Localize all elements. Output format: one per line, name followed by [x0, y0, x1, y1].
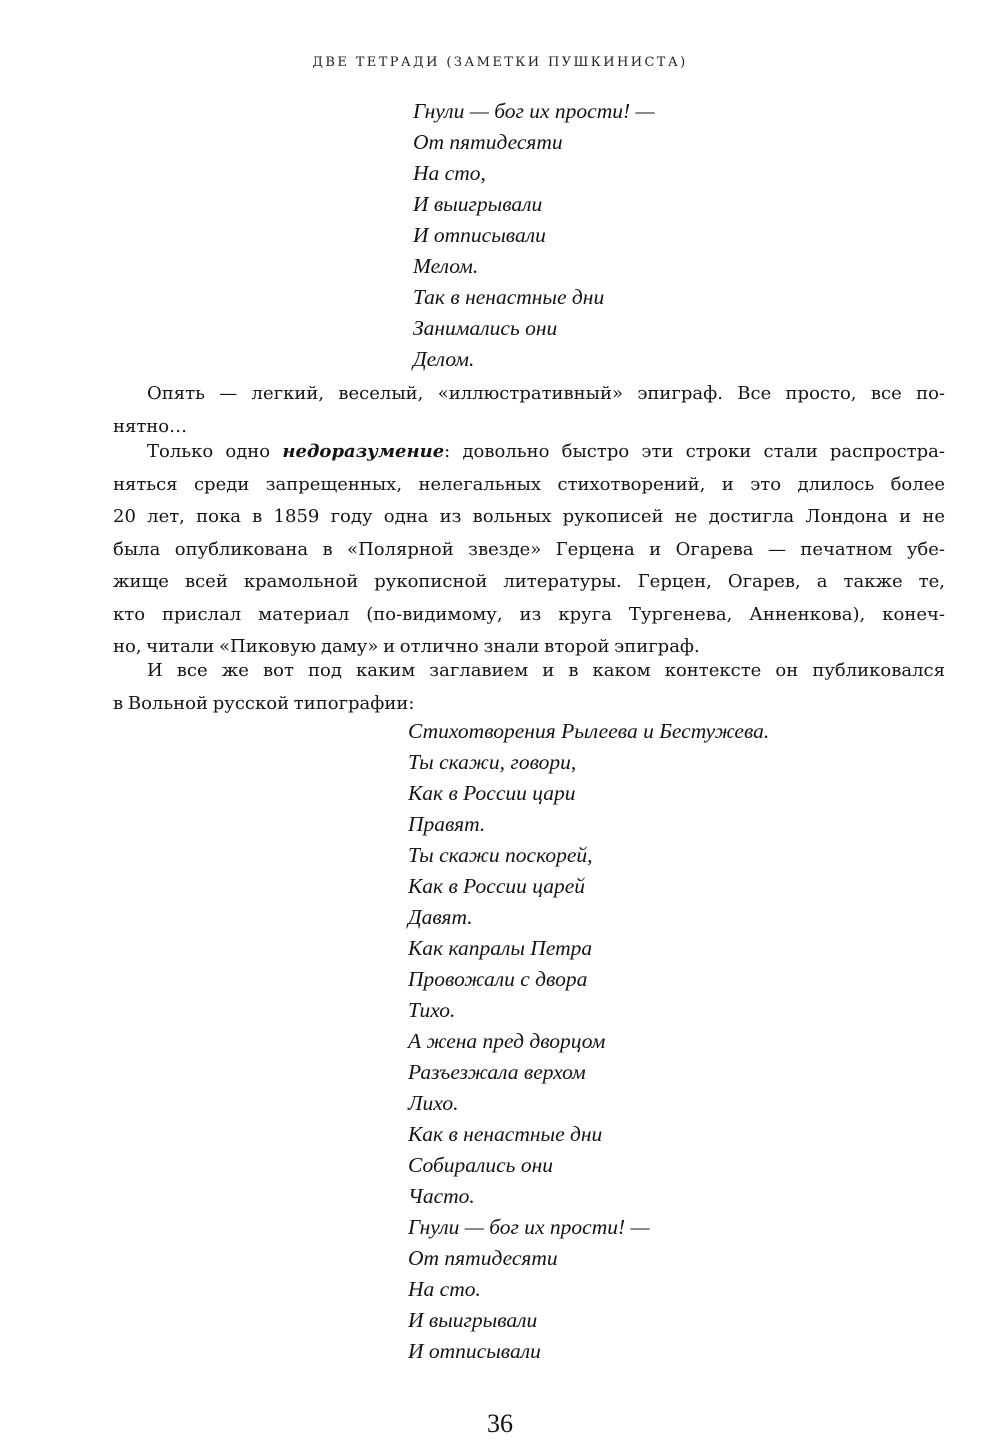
verse-line: Занимались они	[413, 316, 558, 340]
verse-line: Собирались они	[408, 1153, 554, 1177]
verse-line: Провожали с двора	[408, 967, 588, 991]
verse-line: На сто.	[408, 1277, 481, 1301]
paragraph-2	[113, 436, 945, 664]
verse-line: От пятидесяти	[408, 1246, 558, 1270]
verse-line: Часто.	[408, 1184, 475, 1208]
paragraph-text: Только одно	[147, 441, 283, 462]
verse-line: Ты скажи поскорей,	[408, 843, 593, 867]
verse-line: Лихо.	[408, 1091, 459, 1115]
verse-epigraph	[413, 96, 655, 375]
verse-line: На сто,	[413, 161, 486, 185]
verse-line: Делом.	[413, 347, 475, 371]
verse-line: Разъезжала верхом	[408, 1060, 586, 1084]
verse-line: Гнули — бог их прости! —	[413, 99, 655, 123]
paragraph-line: няться среди запрещенных, нелегальных стихотворений, и это длилось более	[113, 473, 945, 495]
verse-line: Как в России царей	[408, 874, 586, 898]
verse-line: Тихо.	[408, 998, 456, 1022]
page-number: 36	[487, 1409, 513, 1438]
verse-line: И выигрывали	[408, 1308, 538, 1332]
paragraph-3	[113, 655, 945, 720]
verse-line: А жена пред дворцом	[408, 1029, 606, 1053]
verse-line: Ты скажи, говори,	[408, 750, 577, 774]
paragraph-1	[113, 378, 945, 443]
paragraph-line: жище всей крамольной рукописной литературы. Герцен, Огарев, а также те,	[113, 571, 945, 592]
paragraph-line: нятно…	[113, 415, 188, 437]
verse-line: Как в ненастные дни	[408, 1122, 603, 1146]
paragraph-line: Опять — легкий, веселый, «иллюстративный» эпиграф. Все просто, все по-	[147, 383, 945, 404]
verse-line: И отписывали	[413, 223, 546, 247]
verse-line: Давят.	[408, 905, 473, 929]
verse-line: И отписывали	[408, 1339, 541, 1363]
verse-line: Как капралы Петра	[408, 936, 593, 960]
verse-line: Гнули — бог их прости! —	[408, 1215, 650, 1239]
emphasized-term: недоразумение	[282, 441, 445, 462]
paragraph-line: но, читали «Пиковую даму» и отлично знали второй эпиграф.	[113, 636, 700, 657]
verse-line: Так в ненастные дни	[413, 285, 605, 309]
paragraph-line: 20 лет, пока в 1859 году одна из вольных рукописей не достигла Лондона и не	[113, 506, 945, 527]
running-head: ДВЕ ТЕТРАДИ (ЗАМЕТКИ ПУШКИНИСТА)	[312, 55, 688, 70]
verse-line: Мелом.	[413, 254, 479, 278]
paragraph-line: кто прислал материал (по-видимому, из круга Тургенева, Анненкова), конеч-	[113, 603, 945, 625]
verse-title: Стихотворения Рылеева и Бестужева.	[408, 719, 770, 743]
verse-quotation	[408, 716, 769, 1367]
paragraph-text: : довольно быстро эти строки стали распростра-	[444, 441, 945, 462]
paragraph-line: в Вольной русской типографии:	[113, 692, 415, 714]
verse-line: Правят.	[408, 812, 486, 836]
verse-line: И выигрывали	[413, 192, 543, 216]
paragraph-line: была опубликована в «Полярной звезде» Герцена и Огарева — печатном убе-	[113, 538, 945, 560]
paragraph-line	[113, 436, 945, 469]
verse-line: Как в России цари	[408, 781, 576, 805]
paragraph-line: И все же вот под каким заглавием и в каком контексте он публиковался	[147, 660, 945, 681]
verse-line: От пятидесяти	[413, 130, 563, 154]
